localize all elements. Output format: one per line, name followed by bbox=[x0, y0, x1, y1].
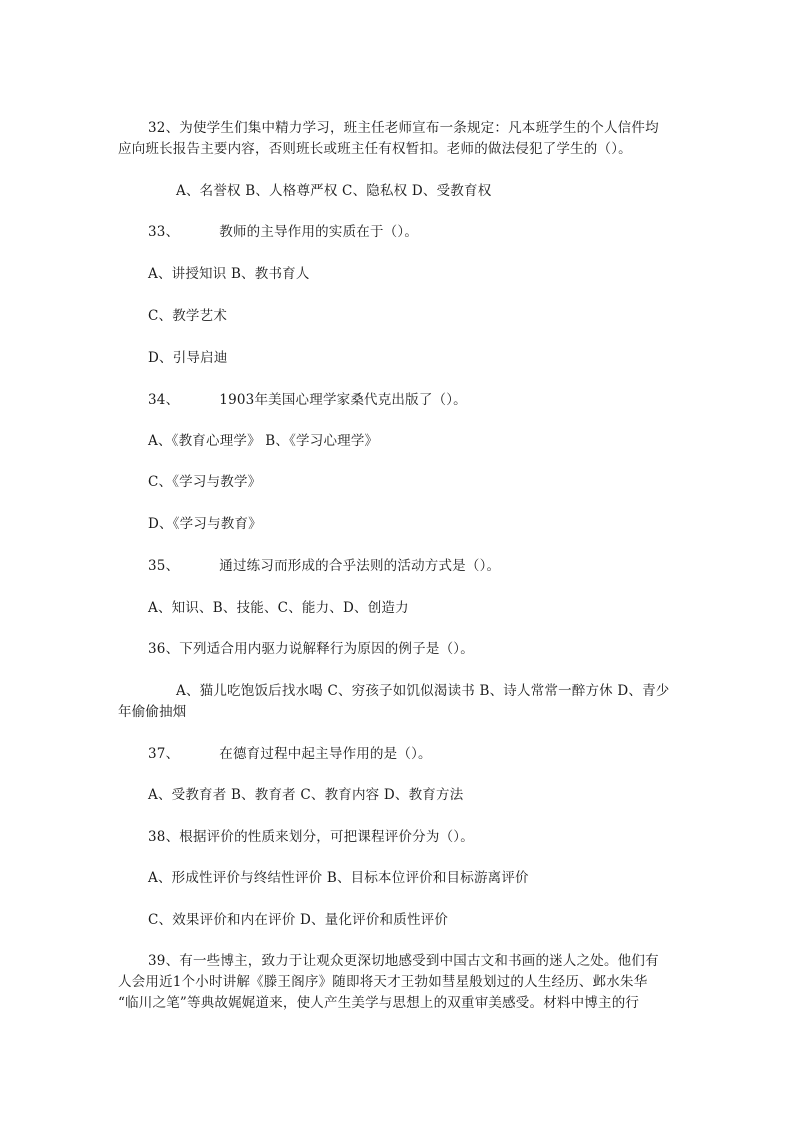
q32-stem-line-2: 应向班长报告主要内容，否则班长或班主任有权暂扣。老师的做法侵犯了学生的（）。 bbox=[118, 141, 632, 157]
q34-option-d: D、《学习与教育》 bbox=[148, 516, 262, 532]
q36-options-line-1: A、猫儿吃饱饭后找水喝 C、穷孩子如饥似渴读书 B、诗人常常一醉方休 D、青少 bbox=[176, 683, 670, 699]
q37-options: A、受教育者 B、教育者 C、教育内容 D、教育方法 bbox=[148, 787, 464, 803]
q38-stem: 38、根据评价的性质来划分，可把课程评价分为（）。 bbox=[148, 829, 474, 845]
q37-stem bbox=[148, 744, 432, 764]
q38-option-ab: A、形成性评价与终结性评价 B、目标本位评价和目标游离评价 bbox=[148, 870, 529, 886]
q34-stem bbox=[148, 390, 467, 410]
q39-stem-line-2: 人会用近1个小时讲解《滕王阁序》随即将天才王勃如彗星般划过的人生经历、邺水朱华 bbox=[118, 974, 648, 990]
q33-option-d: D、引导启迪 bbox=[148, 350, 228, 366]
q36-stem: 36、下列适合用内驱力说解释行为原因的例子是（）。 bbox=[148, 641, 474, 657]
q35-text: 通过练习而形成的合乎法则的活动方式是（）。 bbox=[219, 558, 501, 574]
q39-stem-line-3: “临川之笔”等典故娓娓道来，使人产生美学与思想上的双重审美感受。材料中博主的行 bbox=[118, 995, 640, 1011]
q32-options: A、名誉权 B、人格尊严权 C、隐私权 D、受教育权 bbox=[176, 183, 492, 199]
q35-stem bbox=[148, 556, 500, 576]
q35-number: 35、 bbox=[148, 558, 180, 574]
q36-options-line-2: 年偷偷抽烟 bbox=[118, 704, 187, 720]
q37-text: 在德育过程中起主导作用的是（）。 bbox=[219, 746, 432, 762]
q35-options: A、知识、B、技能、C、能力、D、创造力 bbox=[148, 600, 409, 616]
q33-option-c: C、教学艺术 bbox=[148, 308, 228, 324]
q37-number: 37、 bbox=[148, 746, 180, 762]
q34-number: 34、 bbox=[148, 392, 180, 408]
q33-text: 教师的主导作用的实质在于（）。 bbox=[219, 224, 419, 240]
q34-option-c: C、《学习与教学》 bbox=[148, 474, 262, 490]
q33-stem bbox=[148, 222, 418, 242]
q33-option-ab: A、讲授知识 B、教书育人 bbox=[148, 266, 310, 282]
q34-option-ab: A、《教育心理学》 B、《学习心理学》 bbox=[148, 433, 379, 449]
q39-stem-line-1: 39、有一些博主，致力于让观众更深切地感受到中国古文和书画的迷人之处。他们有 bbox=[148, 953, 659, 969]
q33-number: 33、 bbox=[148, 224, 180, 240]
q34-text: 1903年美国心理学家桑代克出版了（）。 bbox=[219, 392, 467, 408]
q32-stem-line-1: 32、为使学生们集中精力学习，班主任老师宣布一条规定：凡本班学生的个人信件均 bbox=[148, 120, 659, 136]
q38-option-cd: C、效果评价和内在评价 D、量化评价和质性评价 bbox=[148, 912, 449, 928]
